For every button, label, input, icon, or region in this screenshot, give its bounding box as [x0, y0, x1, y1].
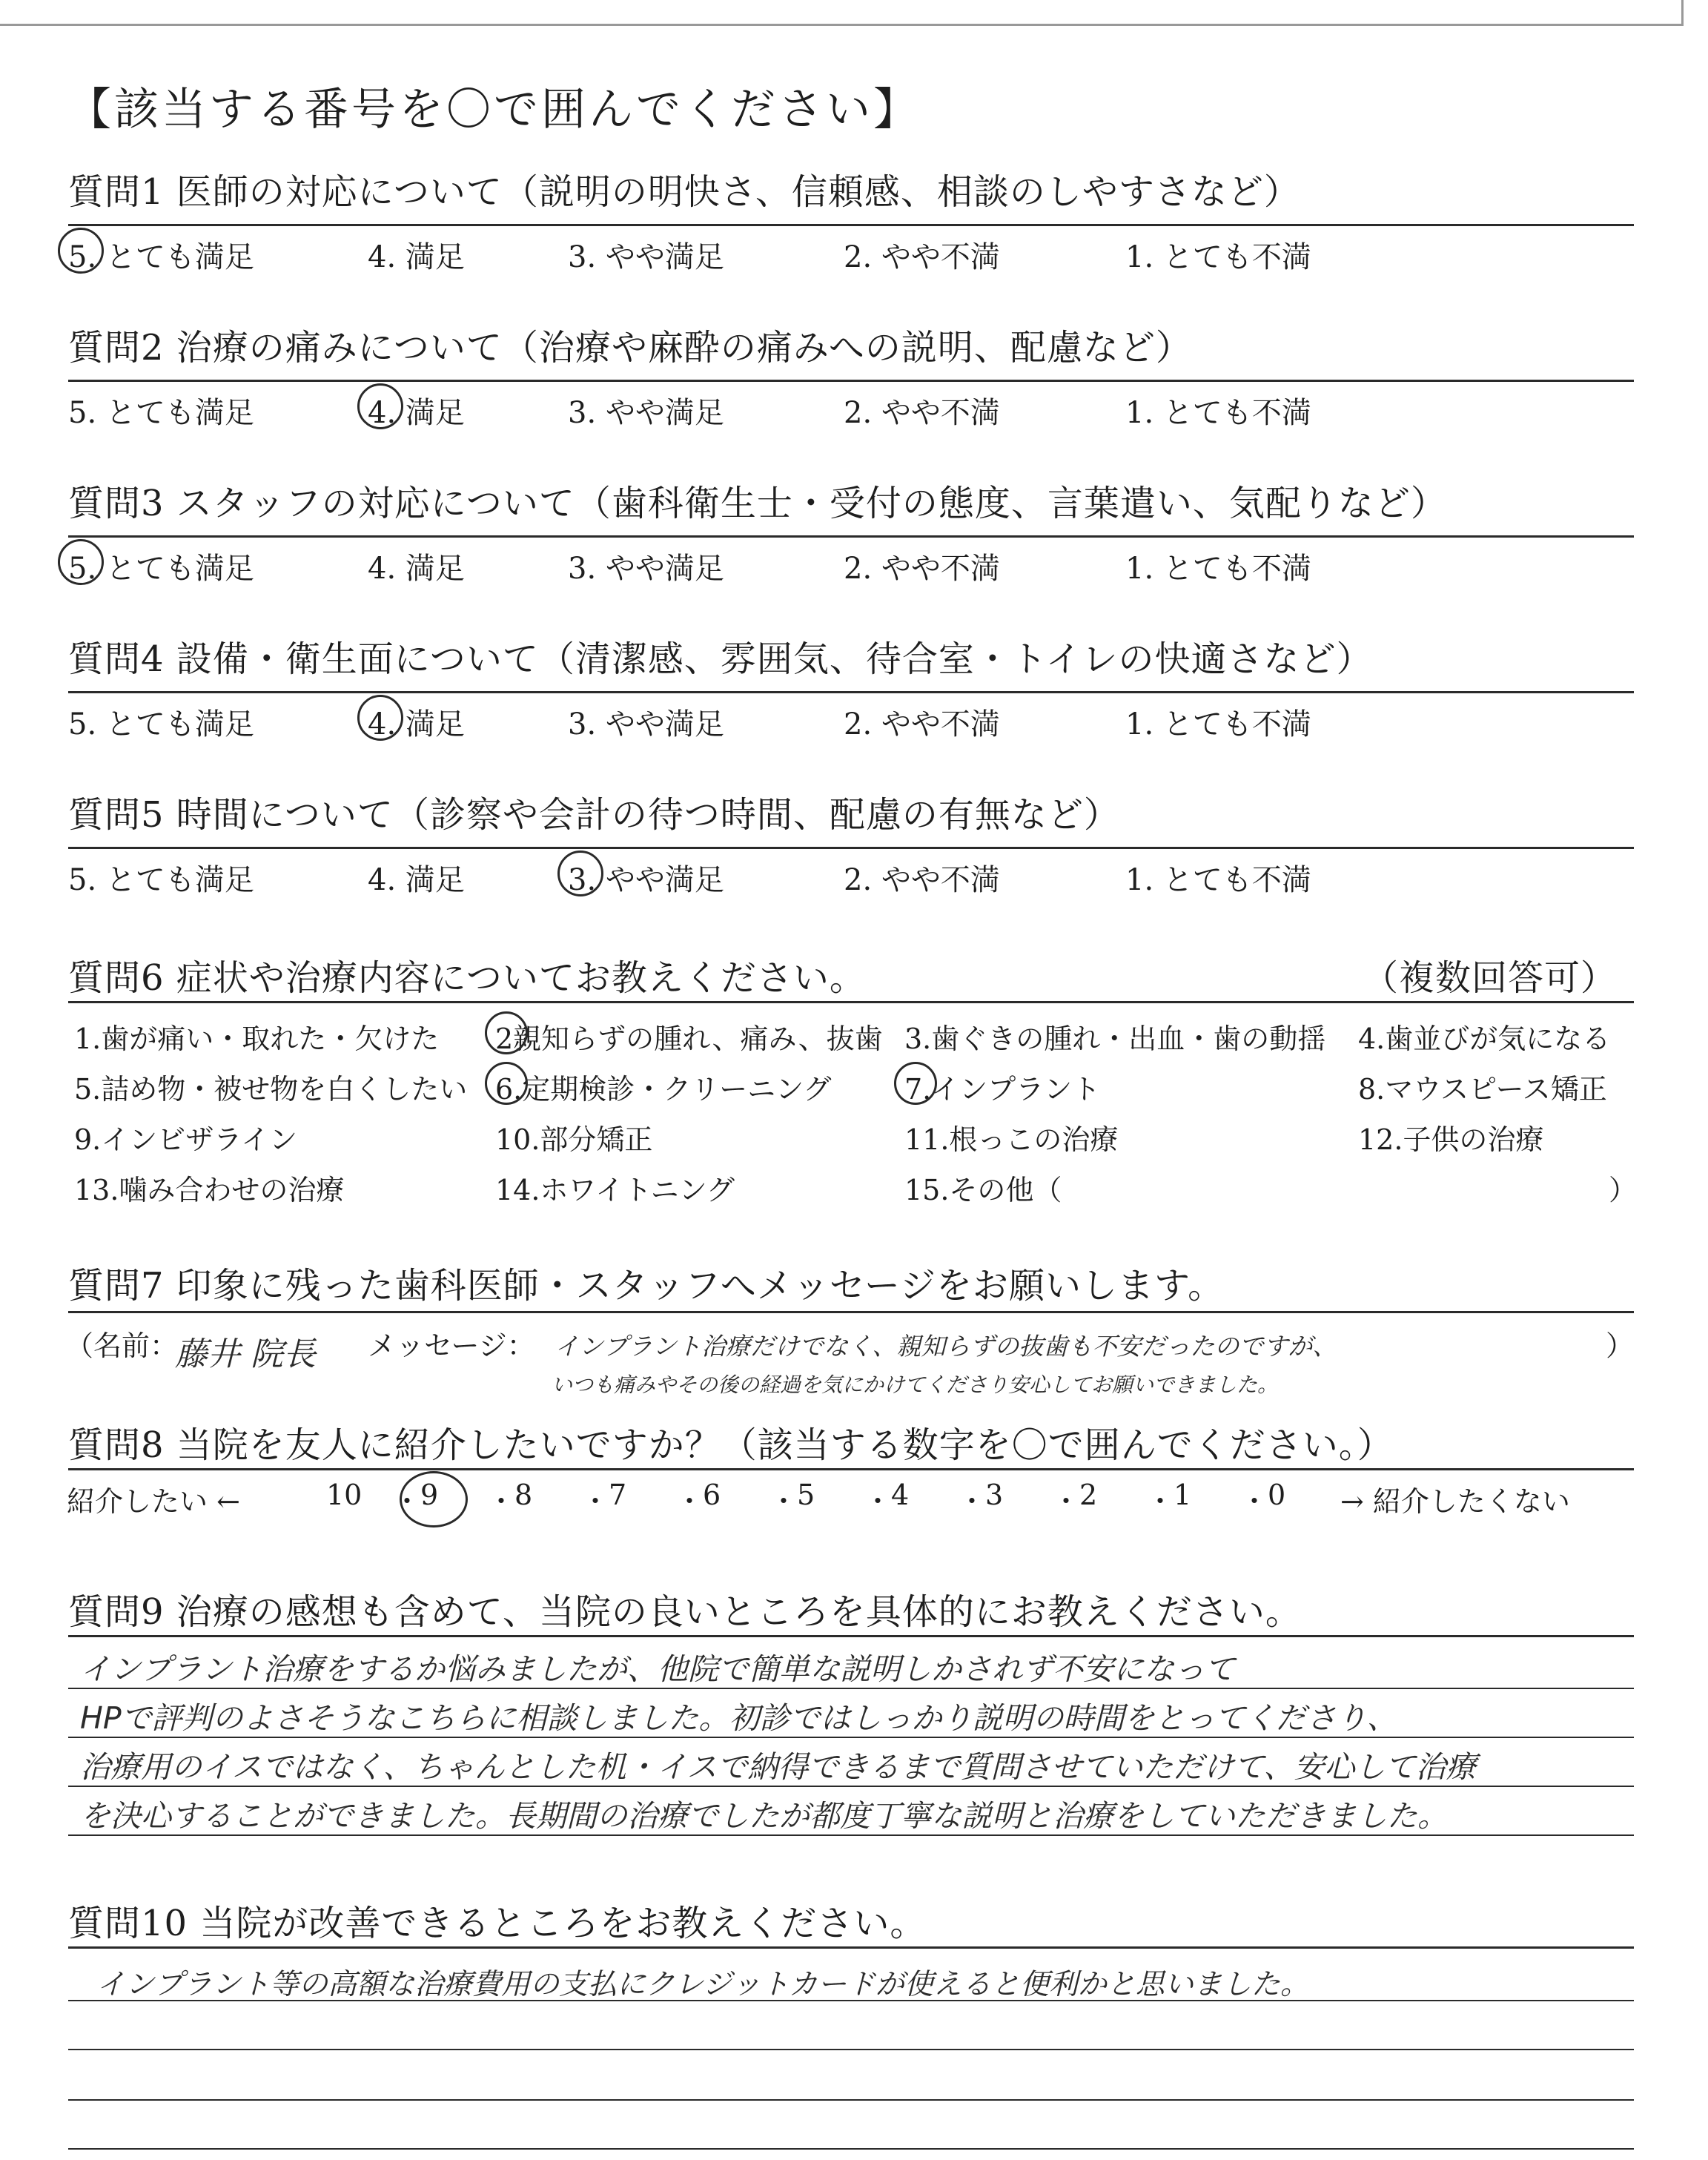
q6-item-13: 13.噛み合わせの治療 — [74, 1174, 345, 1206]
q8-scale-dot: ・ — [1052, 1485, 1081, 1518]
q8-scale-4: 4 — [891, 1479, 910, 1511]
q6-item-2: 2親知らずの腫れ、痛み、抜歯 — [495, 1023, 883, 1055]
q3-option-2: 2. やや不満 — [844, 552, 1000, 586]
q6-item-9: 9.インビザライン — [74, 1123, 298, 1156]
q9-line-1: インプラント治療をするか悩みましたが、他院で簡単な説明しかされず不安になって — [80, 1651, 1235, 1687]
q9-line-3: 治療用のイスではなく、ちゃんとした机・イスで納得できるまで質問させていただけて、安心して治療 — [80, 1749, 1477, 1785]
q7-message-line2: いつも痛みやその後の経過を気にかけてくださり安心してお願いできました。 — [552, 1373, 1279, 1397]
q3-option-1: 1. とても不満 — [1125, 552, 1311, 586]
q8-scale-dot: ・ — [958, 1485, 987, 1518]
q6-item-10: 10.部分矯正 — [495, 1123, 653, 1156]
q9-writing-line — [68, 1786, 1634, 1787]
q4-selected-circle — [357, 695, 403, 741]
q10-title: 質問10 当院が改善できるところをお教えください。 — [68, 1903, 927, 1944]
q6-title: 質問6 症状や治療内容についてお教えください。 — [68, 957, 866, 999]
q4-option-4: 4. 満足 — [368, 707, 465, 742]
q10-rule — [68, 1946, 1634, 1949]
q9-writing-line — [68, 1834, 1634, 1836]
q4-option-1: 1. とても不満 — [1125, 707, 1311, 742]
q7-title: 質問7 印象に残った歯科医師・スタッフへメッセージをお願いします。 — [68, 1265, 1225, 1307]
q3-option-3: 3. やや満足 — [568, 552, 724, 586]
q9-writing-line — [68, 1688, 1634, 1689]
q8-right-label: → 紹介したくない — [1340, 1485, 1570, 1518]
q6-item-7: 7.インプラント — [904, 1073, 1101, 1106]
q9-line-4: を決心することができました。長期間の治療でしたが都度丁寧な説明と治療をしていただきました。 — [80, 1798, 1448, 1834]
q7-message-line1: インプラント治療だけでなく、親知らずの抜歯も不安だったのですが、 — [555, 1332, 1337, 1361]
q7-rule — [68, 1311, 1634, 1313]
q2-option-5: 5. とても満足 — [68, 396, 254, 430]
q8-scale-7: 7 — [609, 1479, 627, 1511]
page-title: 【該当する番号を〇で囲んでください】 — [67, 84, 921, 136]
q6-other-close: ） — [1609, 1174, 1638, 1206]
q1-option-4: 4. 満足 — [368, 240, 465, 274]
q4-rule — [68, 691, 1634, 693]
q2-option-3: 3. やや満足 — [568, 396, 724, 430]
q8-scale-6: 6 — [703, 1479, 721, 1511]
q8-rule — [68, 1468, 1634, 1470]
q1-selected-circle — [58, 228, 104, 274]
q2-rule — [68, 380, 1634, 382]
q8-scale-dot: ・ — [769, 1485, 798, 1518]
q6-item-3: 3.歯ぐきの腫れ・出血・歯の動揺 — [904, 1023, 1326, 1055]
q4-option-2: 2. やや不満 — [844, 707, 1000, 742]
q1-option-5: 5. とても満足 — [68, 240, 254, 274]
q8-scale-dot: ・ — [393, 1485, 422, 1518]
q8-scale-1: 1 — [1174, 1479, 1192, 1511]
q8-scale-2: 2 — [1079, 1479, 1098, 1511]
q7-close: ） — [1606, 1330, 1635, 1362]
q5-option-2: 2. やや不満 — [844, 863, 1000, 897]
q4-option-3: 3. やや満足 — [568, 707, 724, 742]
q10-line-1: インプラント等の高額な治療費用の支払にクレジットカードが使えると便利かと思いました。 — [96, 1968, 1309, 2001]
q8-scale-0: 0 — [1268, 1479, 1286, 1511]
q6-item-14: 14.ホワイトニング — [495, 1174, 735, 1206]
q1-title: 質問1 医師の対応について（説明の明快さ、信頼感、相談のしやすさなど） — [68, 171, 1300, 213]
q5-rule — [68, 847, 1634, 849]
q2-selected-circle — [357, 383, 403, 429]
q8-scale-5: 5 — [797, 1479, 815, 1511]
q1-option-1: 1. とても不満 — [1125, 240, 1311, 274]
q6-item-15: 15.その他（ — [904, 1174, 1062, 1206]
q9-writing-line — [68, 1737, 1634, 1738]
q3-rule — [68, 535, 1634, 538]
q3-title: 質問3 スタッフの対応について（歯科衛生士・受付の態度、言葉遣い、気配りなど） — [68, 483, 1447, 524]
q3-option-5: 5. とても満足 — [68, 552, 254, 586]
q6-item-12: 12.子供の治療 — [1358, 1123, 1544, 1156]
q5-option-5: 5. とても満足 — [68, 863, 254, 897]
q8-scale-3: 3 — [985, 1479, 1004, 1511]
q2-option-1: 1. とても不満 — [1125, 396, 1311, 430]
q8-title: 質問8 当院を友人に紹介したいですか？（該当する数字を〇で囲んでください。） — [68, 1424, 1394, 1466]
page-frame — [0, 0, 1684, 26]
q8-scale-dot: ・ — [487, 1485, 516, 1518]
q9-title: 質問9 治療の感想も含めて、当院の良いところを具体的にお教えください。 — [68, 1591, 1302, 1633]
q7-message-label: メッセージ： — [368, 1330, 535, 1362]
q8-left-label: 紹介したい ← — [67, 1485, 240, 1518]
q5-title: 質問5 時間について（診察や会計の待つ時間、配慮の有無など） — [68, 794, 1120, 836]
q3-option-4: 4. 満足 — [368, 552, 465, 586]
q6-item-6-circle — [485, 1062, 528, 1105]
q6-item-7-circle — [894, 1062, 937, 1105]
q6-item-6: 6.定期検診・クリーニング — [495, 1073, 832, 1106]
q8-selected-circle — [400, 1471, 468, 1527]
q8-scale-dot: ・ — [864, 1485, 893, 1518]
q6-item-4: 4.歯並びが気になる — [1358, 1023, 1611, 1055]
q3-selected-circle — [58, 539, 104, 585]
q2-option-2: 2. やや不満 — [844, 396, 1000, 430]
q5-option-3: 3. やや満足 — [568, 863, 724, 897]
q7-name-value: 藤井 院長 — [175, 1335, 316, 1373]
q6-item-8: 8.マウスピース矯正 — [1358, 1073, 1607, 1106]
q9-rule — [68, 1635, 1634, 1637]
q10-writing-line — [68, 2148, 1634, 2150]
q10-writing-line — [68, 2049, 1634, 2050]
q8-scale-dot: ・ — [1240, 1485, 1269, 1518]
q5-option-4: 4. 満足 — [368, 863, 465, 897]
q7-name-label: （名前： — [65, 1330, 179, 1362]
q10-writing-line — [68, 2000, 1634, 2001]
q9-line-2: HPで評判のよさそうなこちらに相談しました。初診ではしっかり説明の時間をとってくださり、 — [80, 1700, 1397, 1736]
q8-scale-dot: ・ — [675, 1485, 704, 1518]
q8-scale-9: 9 — [420, 1479, 439, 1511]
q4-option-5: 5. とても満足 — [68, 707, 254, 742]
q6-rule — [68, 1001, 1634, 1003]
q2-title: 質問2 治療の痛みについて（治療や麻酔の痛みへの説明、配慮など） — [68, 327, 1192, 369]
q6-item-1: 1.歯が痛い・取れた・欠けた — [74, 1023, 440, 1055]
q8-scale-dot: ・ — [581, 1485, 610, 1518]
q4-title: 質問4 設備・衛生面について（清潔感、雰囲気、待合室・トイレの快適さなど） — [68, 638, 1373, 680]
q8-scale-8: 8 — [514, 1479, 533, 1511]
q8-scale-10: 10 — [326, 1479, 363, 1511]
q6-item-11: 11.根っこの治療 — [904, 1123, 1119, 1156]
q1-rule — [68, 224, 1634, 226]
q1-option-3: 3. やや満足 — [568, 240, 724, 274]
q5-selected-circle — [557, 851, 603, 896]
q6-item-2-circle — [485, 1011, 528, 1054]
q6-note: （複数回答可） — [1363, 957, 1618, 999]
q8-scale-dot: ・ — [1146, 1485, 1175, 1518]
q10-writing-line — [68, 2099, 1634, 2101]
q5-option-1: 1. とても不満 — [1125, 863, 1311, 897]
q6-item-5: 5.詰め物・被せ物を白くしたい — [74, 1073, 468, 1106]
q1-option-2: 2. やや不満 — [844, 240, 1000, 274]
q2-option-4: 4. 満足 — [368, 396, 465, 430]
